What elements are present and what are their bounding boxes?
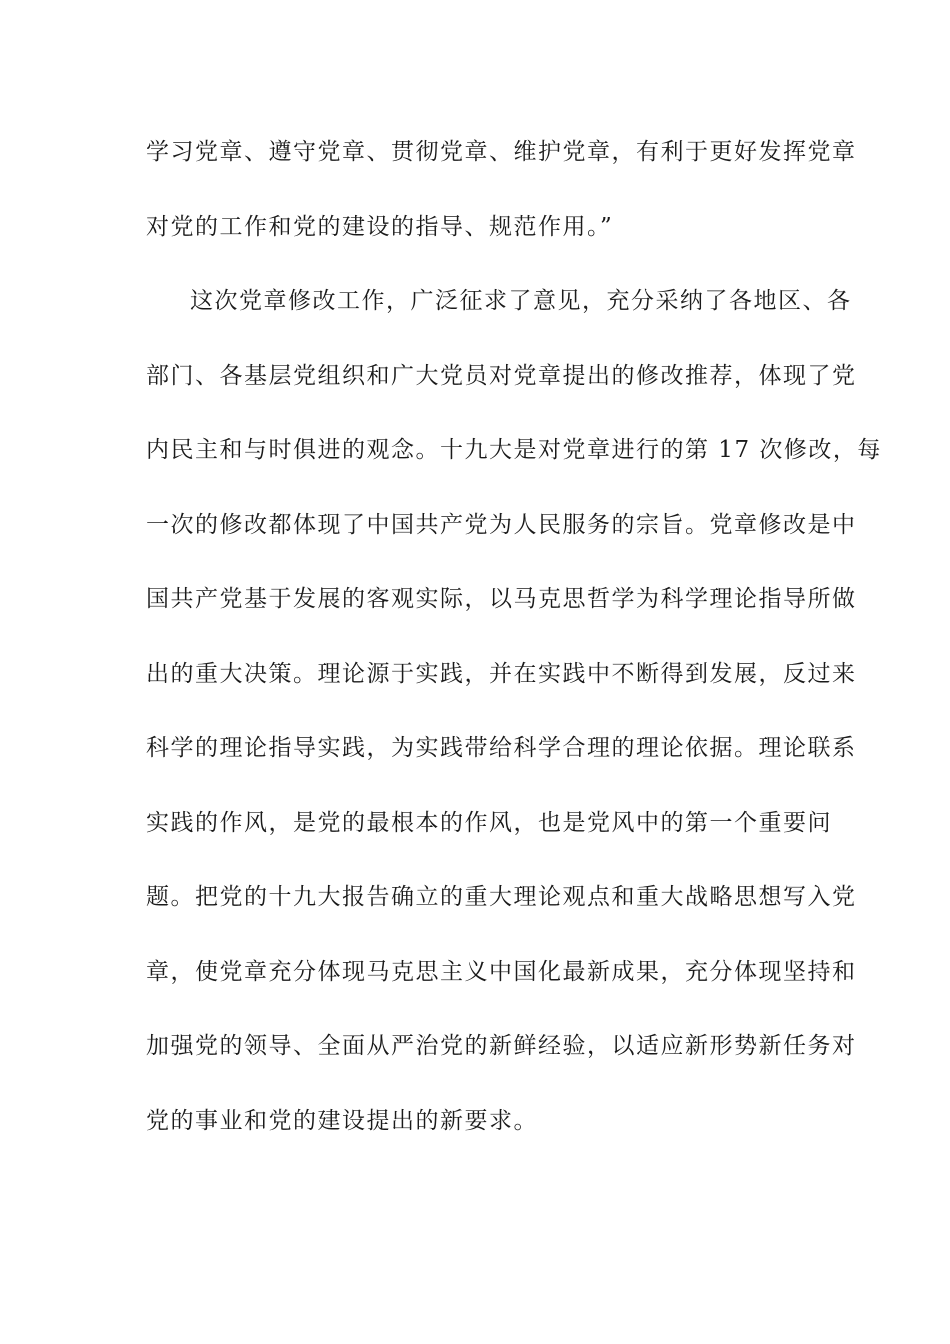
text-line: 题。把党的十九大报告确立的重大理论观点和重大战略思想写入党 xyxy=(146,884,857,910)
text-line: 对党的工作和党的建设的指导、规范作用。” xyxy=(146,213,614,240)
text-line: 科学的理论指导实践，为实践带给科学合理的理论依据。理论联系 xyxy=(146,735,857,761)
text-line: 加强党的领导、全面从严治党的新鲜经验，以适应新形势新任务对 xyxy=(146,1033,857,1059)
text-line: 实践的作风，是党的最根本的作风，也是党风中的第一个重要问 xyxy=(146,809,832,836)
text-line: 章，使党章充分体现马克思主义中国化最新成果，充分体现坚持和 xyxy=(146,958,857,985)
text-line: 出的重大决策。理论源于实践，并在实践中不断得到发展，反过来 xyxy=(146,660,857,687)
text-line: 国共产党基于发展的客观实际，以马克思哲学为科学理论指导所做 xyxy=(146,586,857,612)
text-line: 内民主和与时俱进的观念。十九大是对党章进行的第 17 次修改，每 xyxy=(146,437,882,463)
document-body xyxy=(146,130,882,1173)
text-line: 学习党章、遵守党章、贯彻党章、维护党章，有利于更好发挥党章 xyxy=(146,139,857,165)
text-line: 一次的修改都体现了中国共产党为人民服务的宗旨。党章修改是中 xyxy=(146,511,857,538)
text-line: 党的事业和党的建设提出的新要求。 xyxy=(146,1107,538,1134)
paragraph-first-line: 这次党章修改工作，广泛征求了意见，充分采纳了各地区、各 xyxy=(190,288,852,314)
text-line: 部门、各基层党组织和广大党员对党章提出的修改推荐，体现了党 xyxy=(146,362,857,389)
